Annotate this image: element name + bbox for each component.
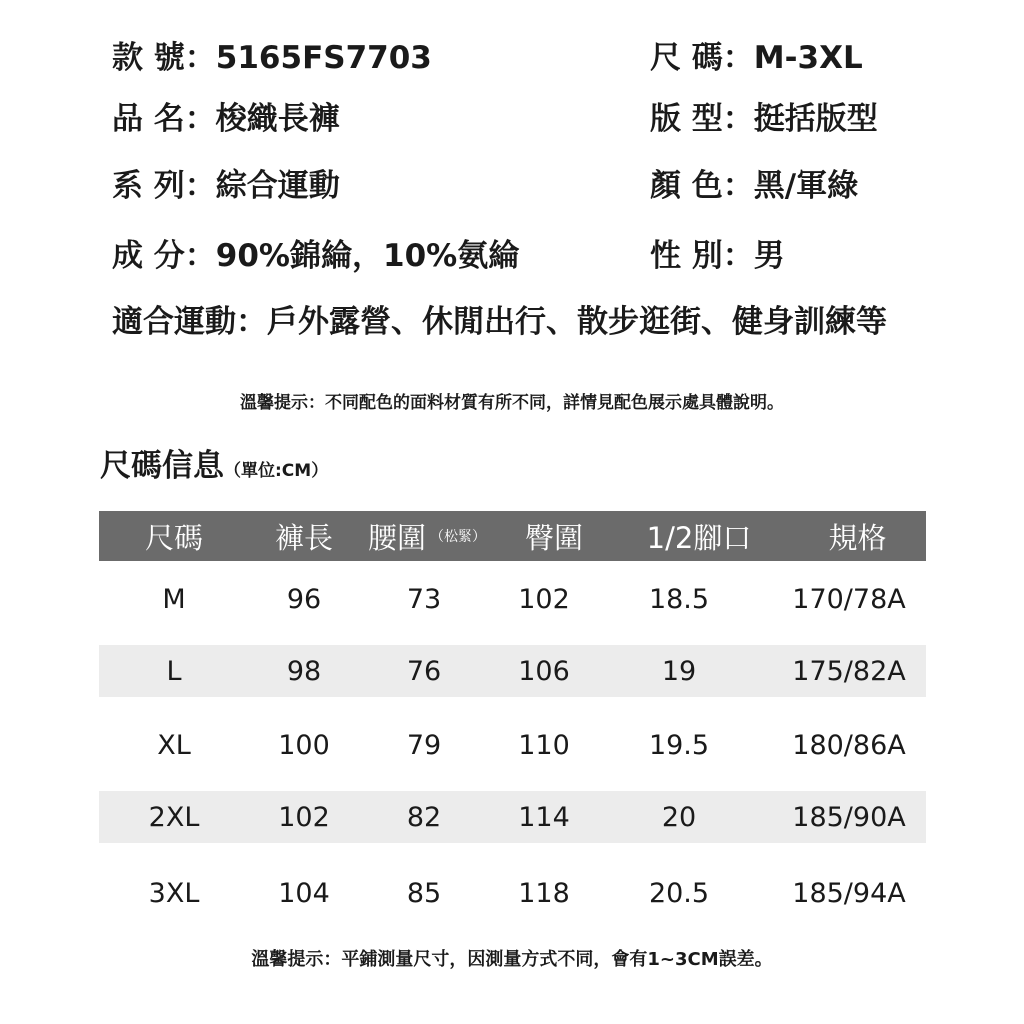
cell-hem: 20 xyxy=(661,801,697,833)
spec-label: 性 別： xyxy=(650,238,754,274)
cell-waist: 85 xyxy=(406,877,442,909)
cell-hem: 19 xyxy=(661,655,697,687)
cell-waist: 76 xyxy=(406,655,442,687)
cell-hip: 118 xyxy=(518,877,570,909)
cell-spec: 185/90A xyxy=(792,801,906,833)
cell-hem: 20.5 xyxy=(648,877,710,909)
cell-size: 2XL xyxy=(148,801,200,833)
spec-label: 顏 色： xyxy=(650,168,754,204)
header-hem: 1/2腳口 xyxy=(646,520,752,555)
spec-label: 尺 碼： xyxy=(650,40,754,76)
spec-label: 款 號： xyxy=(112,40,216,76)
spec-suitable-sports xyxy=(112,302,887,342)
size-info-unit: （單位:CM） xyxy=(224,461,329,481)
spec-label: 版 型： xyxy=(650,101,754,137)
header-waist-label: 腰圍 xyxy=(367,520,426,555)
header-hip: 臀圍 xyxy=(524,520,583,555)
cell-length: 104 xyxy=(278,877,330,909)
size-table xyxy=(99,511,926,909)
table-row xyxy=(99,573,926,625)
cell-hip: 102 xyxy=(518,583,570,615)
cell-spec: 170/78A xyxy=(792,583,906,615)
header-waist-note: （松緊） xyxy=(430,529,486,545)
cell-length: 96 xyxy=(286,583,322,615)
spec-color xyxy=(650,166,858,206)
spec-material xyxy=(112,236,519,276)
cell-length: 100 xyxy=(278,729,330,761)
cell-waist: 82 xyxy=(406,801,442,833)
spec-value: 90%錦綸，10%氨綸 xyxy=(215,238,520,274)
cell-waist: 73 xyxy=(406,583,442,615)
tip-measurement-note: 溫馨提示：平鋪測量尺寸，因測量方式不同，會有1~3CM誤差。 xyxy=(251,949,773,970)
spec-label: 系 列： xyxy=(112,168,216,204)
size-info-heading xyxy=(100,446,328,491)
spec-product-name xyxy=(112,99,340,139)
table-row xyxy=(99,867,926,919)
spec-value: M-3XL xyxy=(753,40,863,76)
cell-hip: 106 xyxy=(518,655,570,687)
spec-fit xyxy=(650,99,878,139)
cell-hip: 110 xyxy=(518,729,570,761)
tip-material-note: 溫馨提示：不同配色的面料材質有所不同，詳情見配色展示處具體說明。 xyxy=(240,393,784,413)
header-waist xyxy=(359,511,499,561)
cell-hem: 18.5 xyxy=(648,583,710,615)
spec-size-range xyxy=(650,38,863,78)
spec-value: 5165FS7703 xyxy=(215,40,432,76)
spec-gender xyxy=(650,236,785,276)
spec-value: 黑/軍綠 xyxy=(753,168,859,204)
cell-hem: 19.5 xyxy=(648,729,710,761)
cell-spec: 175/82A xyxy=(792,655,906,687)
cell-size: 3XL xyxy=(148,877,200,909)
table-row xyxy=(99,791,926,843)
spec-value: 梭織長褲 xyxy=(215,101,340,137)
table-row xyxy=(99,645,926,697)
spec-value: 男 xyxy=(753,238,785,274)
cell-size: XL xyxy=(157,729,191,761)
spec-label: 品 名： xyxy=(112,101,216,137)
size-table-header xyxy=(99,511,926,561)
cell-waist: 79 xyxy=(406,729,442,761)
spec-label: 成 分： xyxy=(112,238,216,274)
cell-size: M xyxy=(162,583,186,615)
spec-style-no xyxy=(112,38,432,78)
cell-hip: 114 xyxy=(518,801,570,833)
cell-size: L xyxy=(166,655,182,687)
spec-value: 挺括版型 xyxy=(753,101,878,137)
spec-value: 戶外露營、休閒出行、散步逛街、健身訓練等 xyxy=(267,304,887,340)
cell-spec: 180/86A xyxy=(792,729,906,761)
cell-length: 102 xyxy=(278,801,330,833)
size-info-title: 尺碼信息 xyxy=(100,448,224,484)
table-row xyxy=(99,719,926,771)
header-size: 尺碼 xyxy=(144,520,203,555)
header-length: 褲長 xyxy=(274,520,333,555)
spec-series xyxy=(112,166,340,206)
cell-spec: 185/94A xyxy=(792,877,906,909)
header-spec: 規格 xyxy=(828,520,887,555)
spec-label: 適合運動： xyxy=(112,304,267,340)
cell-length: 98 xyxy=(286,655,322,687)
spec-value: 綜合運動 xyxy=(215,168,340,204)
